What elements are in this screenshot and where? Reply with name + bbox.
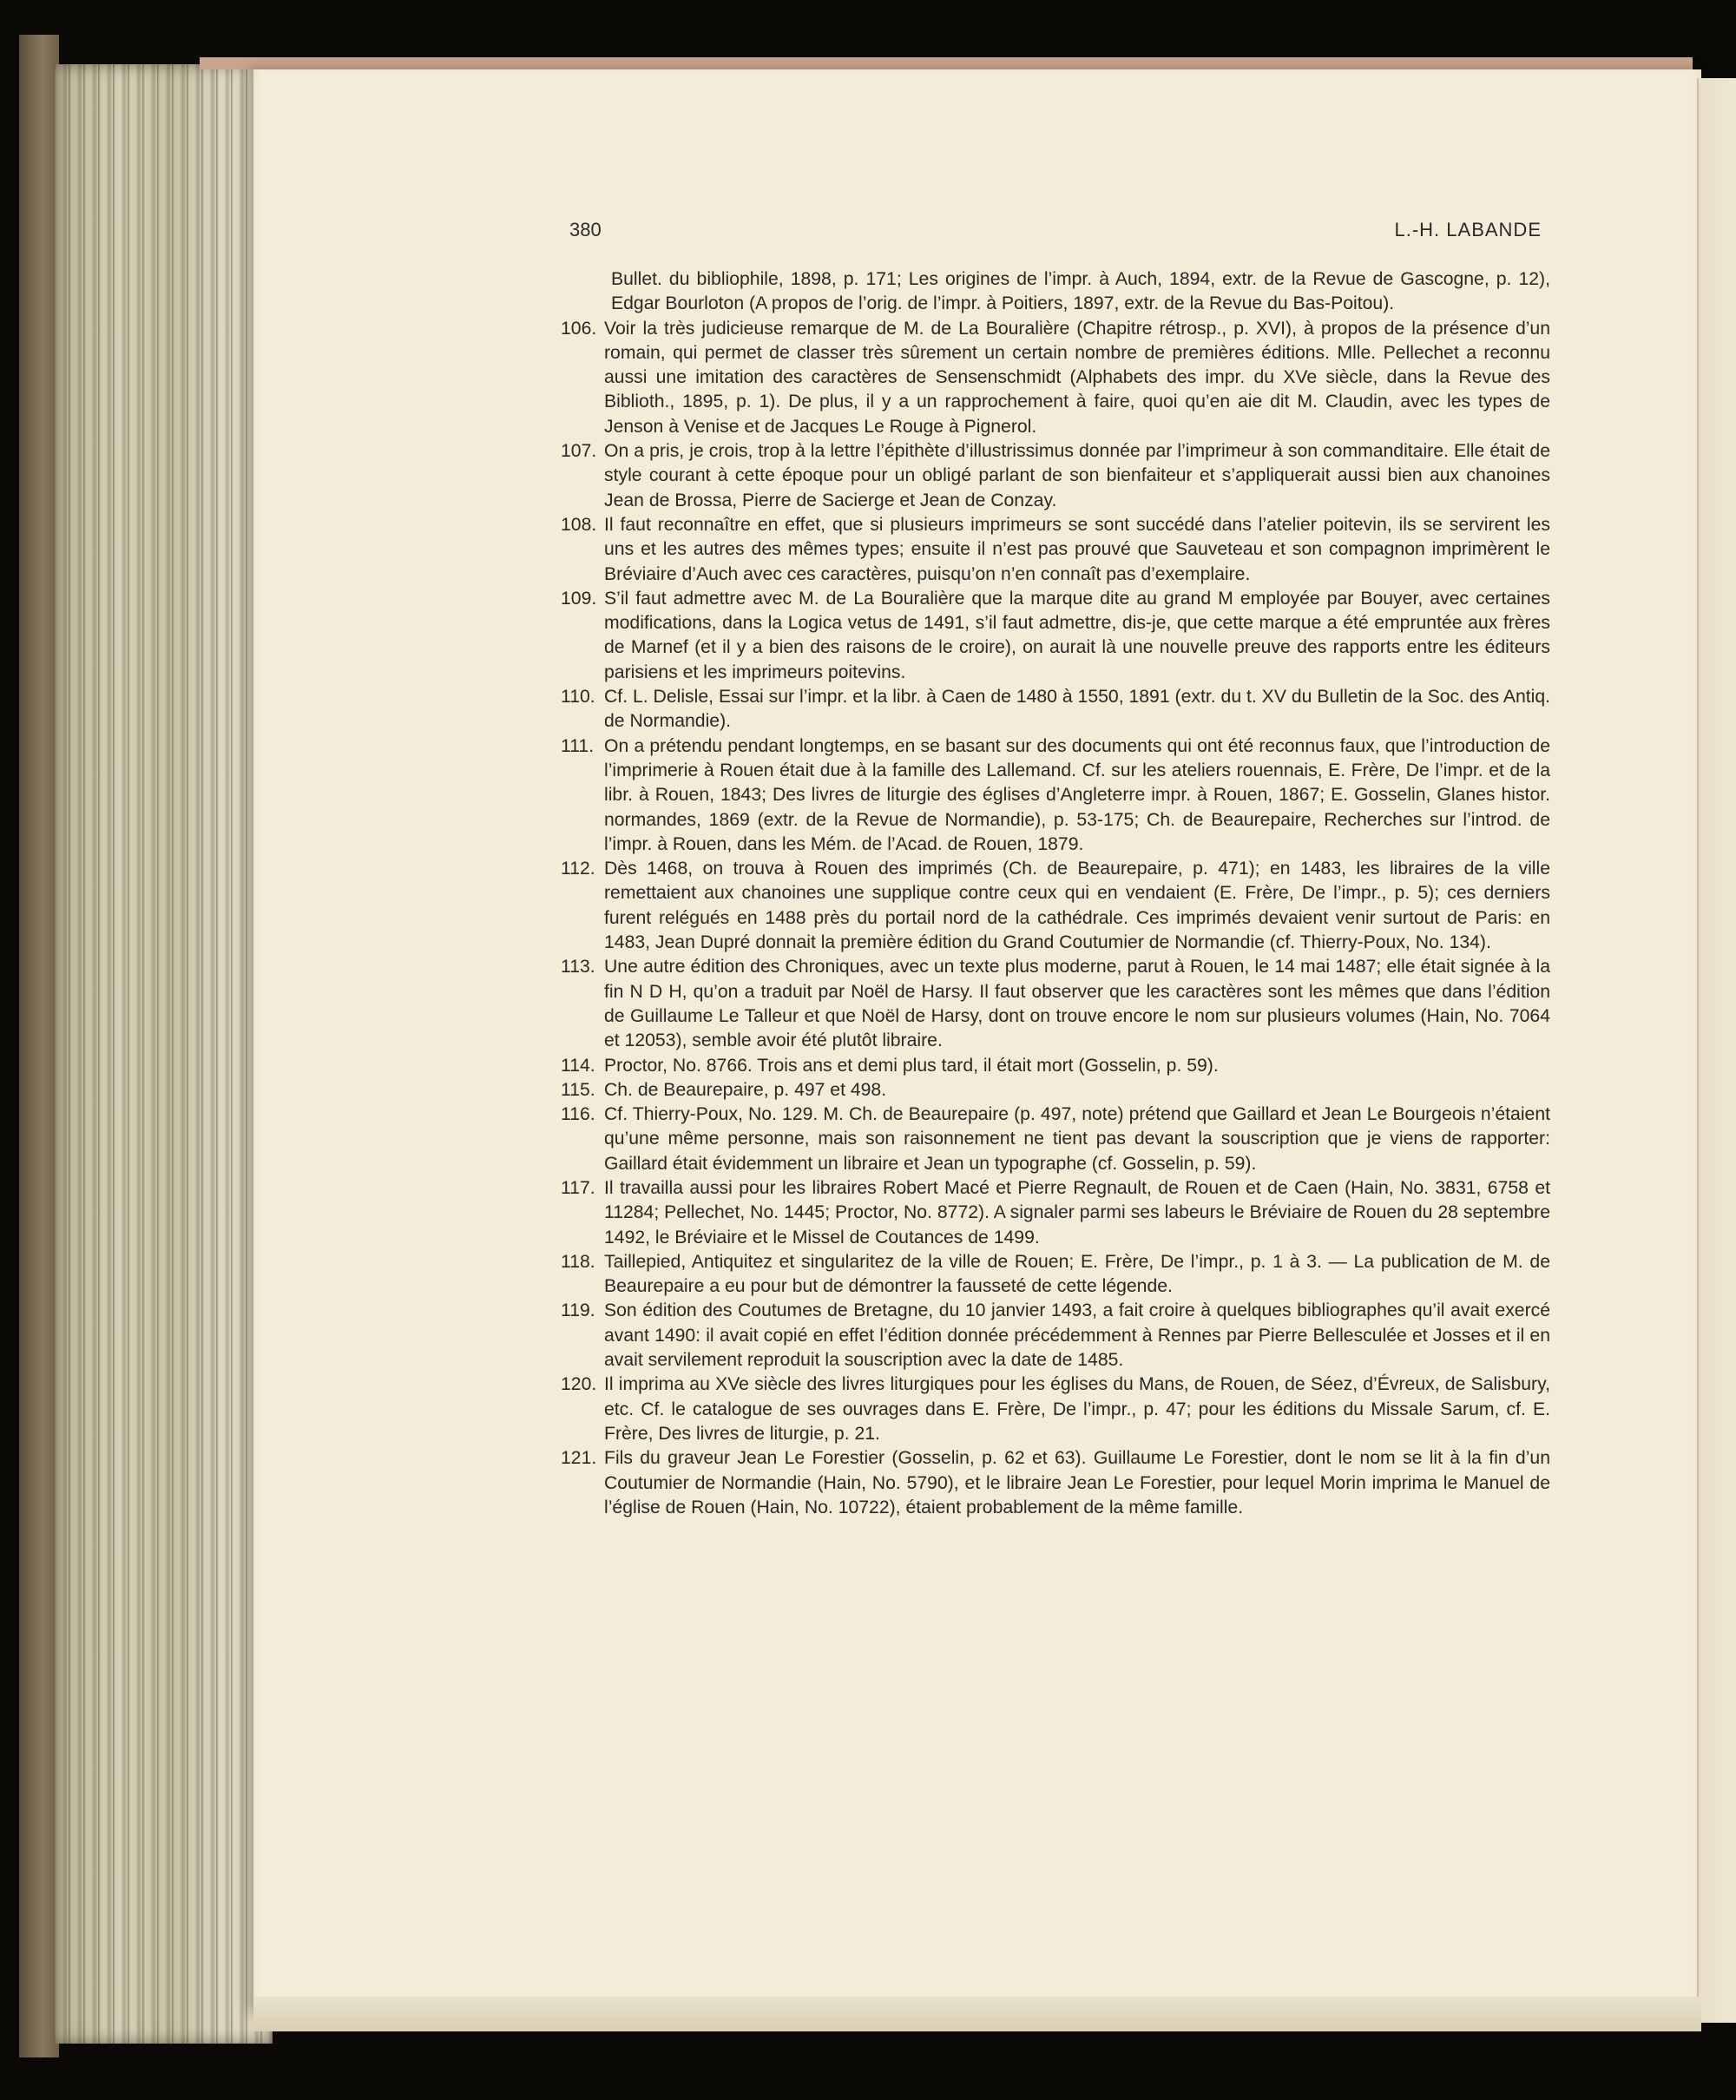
endnote-number: 106. xyxy=(561,318,597,339)
facing-page-edge xyxy=(1697,78,1736,2023)
endnote-text: Cf. Thierry-Poux, No. 129. M. Ch. de Beaurepaire (p. 497, note) prétend que Gaillard et Jean Le Bourgeois n’étaient qu’une même personne, mais son raisonnement ne tient pas devant la souscription que je viens de rapporter: Gaillard était évidemment un libraire et Jean un typographe (cf. Gosselin, p. 59). xyxy=(604,1104,1550,1174)
endnote-number: 116. xyxy=(561,1104,595,1125)
endnote xyxy=(561,1250,1550,1300)
endnote xyxy=(561,1103,1550,1176)
page-bottom-edge xyxy=(253,1997,1701,2031)
endnote-number: 110. xyxy=(561,687,595,708)
endnote-text: Il faut reconnaître en effet, que si plusieurs imprimeurs se sont succédé dans l’atelier poitevin, ils se servirent les uns et les autres des mêmes types; ensuite il n’est pas prouvé que Sauveteau et son compagnon imprimèrent le Bréviaire d’Auch avec ces caractères, puisqu’on n’en connaît pas d’exemplaire. xyxy=(604,514,1550,584)
endnote-text: Une autre édition des Chroniques, avec un texte plus moderne, parut à Rouen, le 14 mai 1487; elle était signée à la fin N D H, qu’on a traduit par Noël de Harsy. Il faut observer que les caractères sont les mêmes que dans l’édition de Guillaume Le Talleur et que Noël de Harsy, dont on trouve encore le nom sur plusieurs volumes (Hain, No. 7064 et 12053), semble avoir été plutôt libraire. xyxy=(604,957,1550,1051)
endnote xyxy=(561,955,1550,1053)
endnote xyxy=(561,1176,1550,1250)
endnote-text: Il imprima au XVe siècle des livres liturgiques pour les églises du Mans, de Rouen, de Séez, d’Évreux, de Salisbury, etc. Cf. le catalogue de ses ouvrages dans E. Frère, De l’impr., p. 47; pour les éditions du Missale Sarum, cf. E. Frère, Des livres de liturgie, p. 21. xyxy=(604,1374,1550,1444)
endnote-text: Proctor, No. 8766. Trois ans et demi plus tard, il était mort (Gosselin, p. 59). xyxy=(604,1055,1219,1076)
endnote-number: 120. xyxy=(561,1374,597,1395)
endnote xyxy=(561,1299,1550,1373)
endnote xyxy=(561,439,1550,513)
running-header xyxy=(569,219,1542,253)
endnote xyxy=(561,587,1550,685)
endnote xyxy=(561,1446,1550,1520)
endnote-text: Dès 1468, on trouva à Rouen des imprimés (Ch. de Beaurepaire, p. 471); en 1483, les libraires de la ville remettaient aux chanoines une supplique contre ceux qui en vendaient (E. Frère, De l’impr., p. 5); ces derniers furent relégués en 1488 près du portail nord de la cathédrale. Ces imprimés devaient venir surtout de Paris: en 1483, Jean Dupré donnait la première édition du Grand Coutumier de Normandie (cf. Thierry-Poux, No. 134). xyxy=(604,859,1550,953)
endnote-number: 121. xyxy=(561,1448,597,1469)
endnote xyxy=(561,267,1550,317)
endnote-number: 114. xyxy=(561,1055,595,1076)
endnote-number: 118. xyxy=(561,1251,595,1272)
endnote xyxy=(561,513,1550,587)
endnote-text: On a pris, je crois, trop à la lettre l’épithète d’illustrissimus donnée par l’imprimeur à son commanditaire. Elle était de style courant à cette époque pour un obligé parlant de son bienfaiteur et s’appliquerait aussi bien aux chanoines Jean de Brossa, Pierre de Sacierge et Jean de Conzay. xyxy=(604,441,1550,510)
endnote-text: S’il faut admettre avec M. de La Bouralière que la marque dite au grand M employée par Bouyer, avec certaines modifications, dans la Logica vetus de 1491, s’il faut admettre, dis-je, que cette marque a été empruntée aux frères de Marnef (et il y a bien des raisons de le croire), on aurait là une nouvelle preuve des rapports entre les éditeurs parisiens et les imprimeurs poitevins. xyxy=(604,588,1550,682)
endnote-number: 117. xyxy=(561,1177,595,1198)
endnote-text: Fils du graveur Jean Le Forestier (Gosselin, p. 62 et 63). Guillaume Le Forestier, dont le nom se lit à la fin d’un Coutumier de Normandie (Hain, No. 5790), et le libraire Jean Le Forestier, pour lequel Morin imprima le Manuel de l’église de Rouen (Hain, No. 10722), étaient probablement de la même famille. xyxy=(604,1448,1550,1517)
endnote-number: 111. xyxy=(561,735,595,756)
endnote xyxy=(561,1373,1550,1446)
spine-top-band xyxy=(200,57,1693,69)
endnote xyxy=(561,1078,1550,1103)
endnote xyxy=(561,1054,1550,1078)
endnotes-list xyxy=(561,267,1550,1520)
page-number: 380 xyxy=(569,219,602,240)
endnote-number: 107. xyxy=(561,441,597,462)
endnote-text: Voir la très judicieuse remarque de M. de La Bouralière (Chapitre rétrosp., p. XVI), à propos de la présence d’un romain, qui permet de classer très sûrement un certain nombre de premières éditions. Mlle. Pellechet a reconnu aussi une imitation des caractères de Sensenschmidt (Alphabets des impr. du XVe siècle, dans la Revue des Biblioth., 1895, p. 1). De plus, il y a un rapprochement à faire, quoi qu’en aie dit M. Claudin, avec les types de Jenson à Venise et de Jacques Le Rouge à Pignerol. xyxy=(604,318,1550,437)
endnote-number: 115. xyxy=(561,1079,595,1100)
endnote-text: Cf. L. Delisle, Essai sur l’impr. et la libr. à Caen de 1480 à 1550, 1891 (extr. du t. XV du Bulletin de la Soc. des Antiq. de Normandie). xyxy=(604,687,1550,732)
endnote-number: 119. xyxy=(561,1300,595,1321)
endnote xyxy=(561,857,1550,955)
endnote xyxy=(561,734,1550,857)
endnote-text: Son édition des Coutumes de Bretagne, du 10 janvier 1493, a fait croire à quelques bibliographes qu’il avait exercé avant 1490: il avait copié en effet l’édition donnée précédemment à Rennes par Pierre Bellesculée et Josses et il en avait servilement reproduit la souscription avec la date de 1485. xyxy=(604,1300,1550,1371)
endnote-text: Ch. de Beaurepaire, p. 497 et 498. xyxy=(604,1079,887,1100)
running-head-author: L.-H. LABANDE xyxy=(1394,219,1542,240)
endnote-text: On a prétendu pendant longtemps, en se basant sur des documents qui ont été reconnus faux, que l’introduction de l’imprimerie à Rouen était due à la famille des Lallemand. Cf. sur les ateliers rouennais, E. Frère, De l’impr. et de la libr. à Rouen, 1843; Des livres de liturgie des églises d’Angleterre impr. à Rouen, 1867; E. Gosselin, Glanes histor. normandes, 1869 (extr. de la Revue de Normandie), p. 53-175; Ch. de Beaurepaire, Recherches sur l’introd. de l’impr. à Rouen, dans les Mém. de l’Acad. de Rouen, 1879. xyxy=(604,735,1550,854)
endnote xyxy=(561,317,1550,439)
endnote-text: Taillepied, Antiquitez et singularitez de la ville de Rouen; E. Frère, De l’impr., p. 1 à 3. — La publication de M. de Beaurepaire a eu pour but de démontrer la fausseté de cette légende. xyxy=(604,1251,1550,1297)
endnote xyxy=(561,685,1550,734)
endnote-number: 113. xyxy=(561,957,595,978)
page-edges xyxy=(54,64,273,2044)
endnote-text: Bullet. du bibliophile, 1898, p. 171; Les origines de l’impr. à Auch, 1894, extr. de la Revue de Gascogne, p. 12), Edgar Bourloton (A propos de l’orig. de l’impr. à Poitiers, 1897, extr. de la Revue du Bas-Poitou). xyxy=(611,269,1550,314)
endnote-text: Il travailla aussi pour les libraires Robert Macé et Pierre Regnault, de Rouen et de Caen (Hain, No. 3831, 6758 et 11284; Pellechet, No. 1445; Proctor, No. 8772). A signaler parmi ses labeurs le Bréviaire de Rouen du 28 septembre 1492, le Bréviaire et le Missel de Coutances de 1499. xyxy=(604,1177,1550,1247)
endnote-number: 112. xyxy=(561,859,595,879)
endnote-number: 109. xyxy=(561,588,597,609)
endnote-number: 108. xyxy=(561,514,597,535)
